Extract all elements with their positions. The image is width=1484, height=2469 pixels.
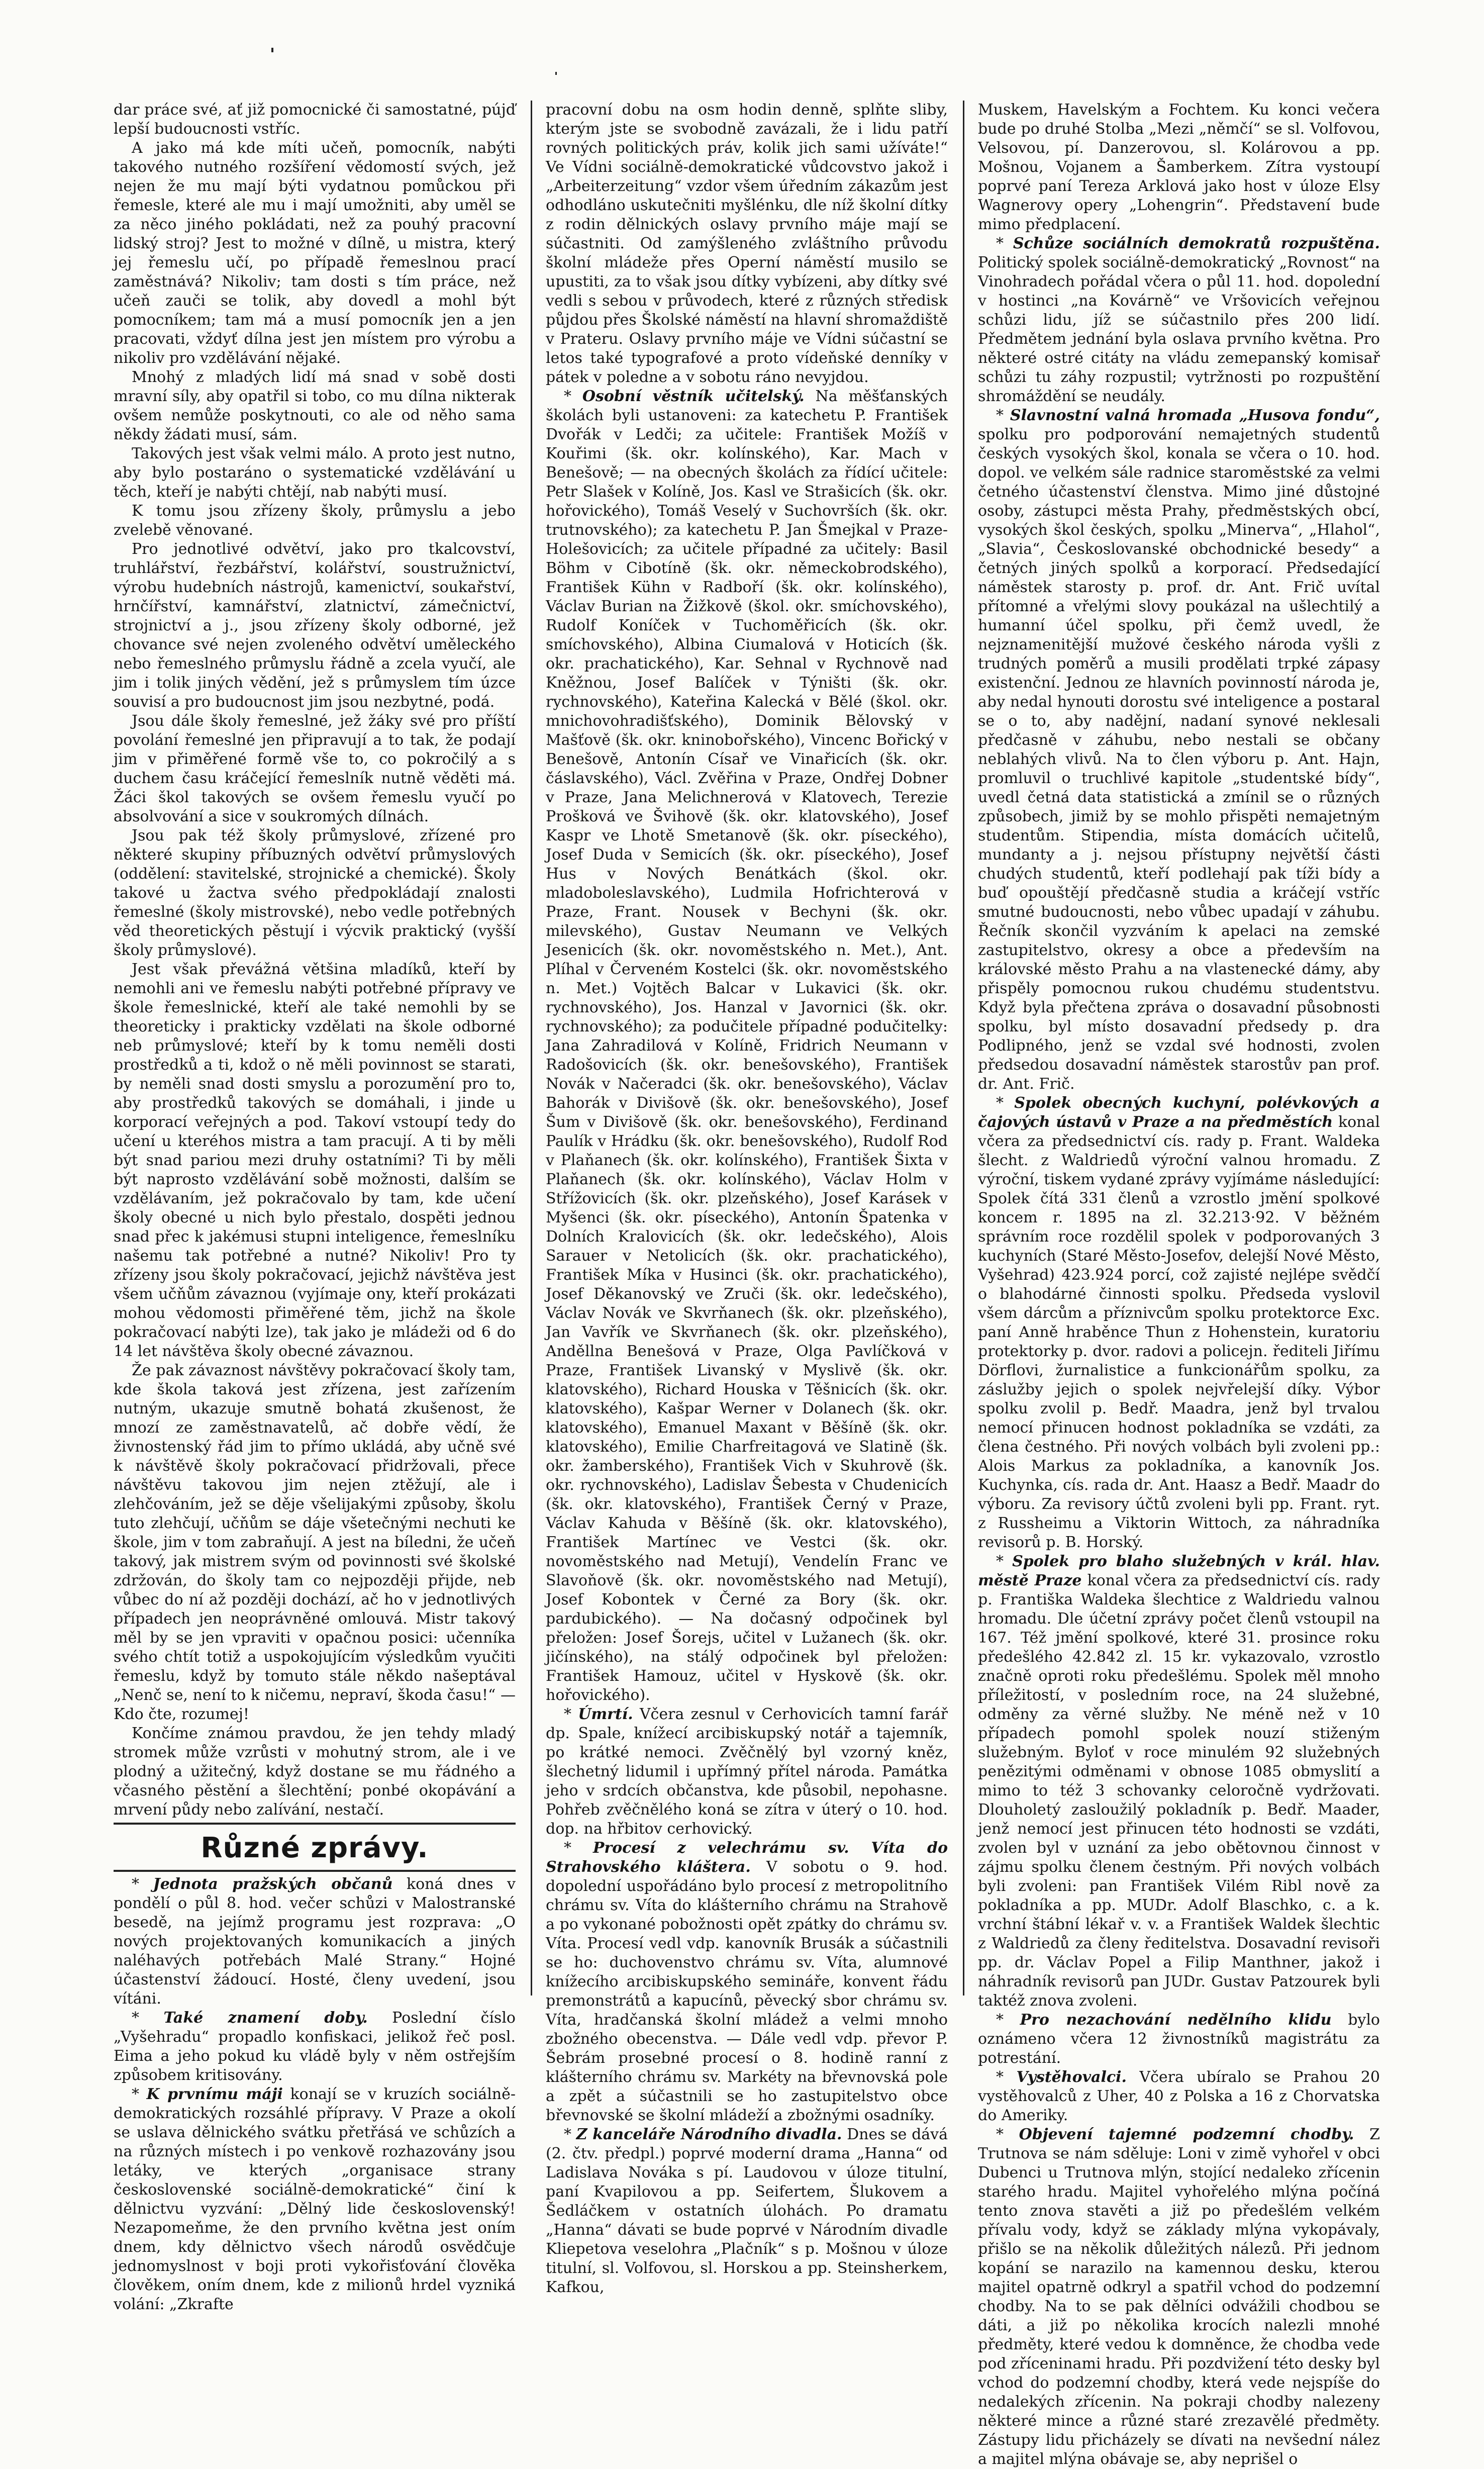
paragraph: Takových jest však velmi málo. A proto jest nutno, aby bylo postaráno o systematické vzdělávání u těch, kteří je nabýti chtějí, nab nabýti musí. [114,445,516,501]
news-title: Osobní věstník učitelský. [582,388,805,405]
news-body: Včera zesnul v Cerhovicích tamní farář dp. Spale, knížecí arcibiskupský notář a tajemník, po krátké nemoci. Zvěčnělý byl vzorný kněz, šlechetný lidumil i upřímný přítel národa. Památka jeho v srdcích občanstva, kde působil, nepohasne. Pohřeb zvěčnělého koná se zítra v úterý o 10. hod. dop. na hřbitov cerhovický. [546,1705,948,1838]
news-body: konal včera za předsednictví cís. rady p. Františka Waldeka šlechtice z Waldriedu valnou hromadu. Dle účetní zprávy počet členů vstoupil na 167. Též jmění spolkové, které 31. prosince roku předešlého 42.842 zl. 15 kr. vykazovalo, vzrostlo značně oproti roku předešlému. Spolek měl mnoho příležitostí, v posledním roce, na 24 služebné, odměny za věrné služby. Ne méně než v 10 případech pomohl spolek nouzí stiženým služebným. Byloť v roce minulém 92 služebných penězitými odměnami v obnose 1085 obmyslití a mimo to též 3 schovanky celoročně vydržovati. Dlouholetý zasloužilý pokladník p. Bedř. Maader, jenž nemocí jest přinucen této hodnosti se vzdáti, zvolen byl v uznání za jebo obětovnou činnost v zájmu spolku členem čestným. Při nových volbách byli zvoleni: pan František Vilém Ribl nově za pokladníka a pp. MUDr. Adolf Blaschko, c. a k. vrchní štábní lékař v. v. a František Waldek šlechtic z Waldriedů za členy ředitelstva. Dosavadní revisoři pp. dr. Václav Popel a Filip Manthner, jakož i náhradník revisorů pan JUDr. Gustav Patzourek byli taktéž znova zvoleni. [978,1572,1380,2010]
news-title: Schůze sociálních demokratů rozpuštěna. [1013,235,1380,252]
paragraph: Jest však převážná většina mladíků, kteří by nemohli ani ve řemeslu nabýti potřebné přípravy ve škole řemeslnické, kteří ale také nemohli by se theoreticky i prakticky vzdělati na škole odborné neb průmyslové; kteří by k tomu neměli dosti prostředků a ti, kdož o ně měli povinnost se starati, by neměli snad dosti smyslu a porozumění pro to, aby prostředků takových se domáhali, i jinde u korporací veřejných a pod. Takoví vstoupí tedy do učení u kteréhos mistra a tam pracují. A ti by měli být snad pariou mezi druhy ostatními? Ti by měli být naprosto vzdělávání sobě možnosti, dalším se vzdělávaním, jež pokračovalo by tam, kde učení školy obecné u nich bylo přestalo, dospěti jednou snad přec k jakémusi stupni inteligence, řemeslníku našemu tak potřebné a nutné? Nikoliv! Pro ty zřízeny jsou školy pokračovací, jejichž návštěva jest všem učňům závaznou (vyjímaje ony, kteří prokázati mohou vědomosti přiměřené těm, jichž na škole pokračovací nabýti lze), tak jako je mládeži od 6 do 14 let návštěva školy obecné závaznou. [114,961,516,1360]
news-item: * Vystěhovalci. Včera ubíralo se Prahou 20 vystěhovalců z Uher, 40 z Polska a 16 z Chorvatska do Ameriky. [978,2068,1380,2124]
news-title: Vystěhovalci. [1016,2068,1127,2086]
paragraph: Že pak závaznost návštěvy pokračovací školy tam, kde škola taková jest zřízena, jest zařízením nutným, ukazuje smutně bohatá zkušenost, že mnozí ze zaměstnavatelů, ač dobře vědí, že živnostenský řád jim to přímo ukládá, aby učně své k návštěvě školy pokračovací přidržovali, přece návštěvu takovou jim nejen ztěžují, ale i zlehčováním, jež se děje všelijakými způsoby, školu tuto zlehčují, učňům se dáje všetečnými nechuti ke škole, jim v tom zabraňují. A jest na bíledni, že učeň takový, jak mistrem svým od povinnosti své školské zdržován, do školy tam co nejpozději přijde, neb vůbec do ní až později dochází, ač ho v jednotlivých případech jen neoprávněné omlouvá. Mistr takový měl by se jen vpraviti v opačnou posici: učenníka svého chtít totiž a uspokojujícím výsledkům vyučiti řemeslu, když by tomuto stále někdo našeptával „Nenč se, není to k ničemu, nepraví, škoda času!“ — Kdo čte, rozumej! [114,1362,516,1723]
section-rule [114,1823,516,1825]
news-item: * Jednota pražských občanů koná dnes v pondělí o půl 8. hod. večer schůzi v Malostranské besedě, na jejímž programu jest rozprava: „O nových projektovaných komunikacích a jiných naléhavých potřebách Malé Strany.“ Hojné účastenství žádoucí. Hosté, členy uvedení, jsou vítáni. [114,1875,516,2008]
paragraph: A jako má kde míti učeň, pomocník, nabýti takového nutného rozšíření vědomostí svých, jež nejen že mu mají býti vydatnou pomůckou při řemesle, které ale mu i mají umožniti, aby uměl se za něco jiného pokládati, než za pouhý pracovní lidský stroj? Jest to možné v dílně, u mistra, který jej řemeslu učí, po případě řemeslnou prací zaměstnává? Nikoliv; tam dosti s tím práce, než učeň zauči se tolik, aby dovedl a mohl být pomocníkem; tam má a musí pomocník jen a jen pracovati, vždyť dílna jest jen místem pro výrobu a nikoliv pro vzdělávání nějaké. [114,139,516,367]
news-body: Politický spolek sociálně-demokratický „Rovnost“ na Vinohradech pořádal včera o půl 11. hod. dopolední v hostinci „na Kovárně“ ve Vršovicích veřejnou schůzi lidu, jíž se súčastnilo přes 200 lidí. Předmětem jednání byla oslava prvního května. Pro některé ostré citáty na vládu zemepanský komisař schůzi tu záhy rozpustil; vytržnosti po rozpuštění shromáždění se neudály. [978,254,1380,405]
news-item: * Schůze sociálních demokratů rozpuštěna. Politický spolek sociálně-demokratický „Rovnost“ na Vinohradech pořádal včera o půl 11. hod. dopolední v hostinci „na Kovárně“ ve Vršovicích veřejnou schůzi lidu, jíž se súčastnilo přes 200 lidí. Předmětem jednání byla oslava prvního května. Pro některé ostré citáty na vládu zemepanský komisař schůzi tu záhy rozpustil; vytržnosti po rozpuštění shromáždění se neudály. [978,235,1380,405]
news-title: Spolek obecných kuchyní, polévkových a čajových ústavů v Praze a na předměstích [978,1094,1380,1131]
news-title: Objevení tajemné podzemní chodby. [1019,2126,1354,2143]
news-title: Spolek pro blaho služebných v král. hlav. městě Praze [978,1553,1380,1589]
news-body: Z Trutnova se nám sděluje: Loni v zimě vyhořel v obci Dubenci u Trutnova mlýn, stojící nedaleko zřícenin starého hradu. Majitel vyhořelého mlýna počíná tento znova stavěti a již po předešlém velkém přívalu vody, když se základy mlýna vykopávaly, přišlo se na několik důležitých nálezů. Při jednom kopání se narazilo na kamennou desku, kterou majitel opatrně odkryl a spatřil vchod do podzemní chodby. Na to se pak dělníci odvážili chodbou se dáti, a již po několika krocích nalezli mnohé předměty, které vedou k domněnce, že chodba vede pod zříceninami hradu. Při pozdvižení této desky byl vchod do podzemní chodby, která vede nejspíše do nedalekých zřícenin. Na pokraji chodby nalezeny některé mince a různé staré zrezavělé předměty. Zástupy lidu přicházely se dívati na nevšední nález a majitel mlýna obávaje se, aby neprišel o [978,2126,1380,2468]
column-rule [531,101,532,1996]
news-body: konal včera za předsednictví cís. rady p. Frant. Waldeka šlecht. z Waldriedů výroční valnou hromadu. Z výroční, tiskem vydané zprávy vyjímáme následující: Spolek čítá 331 členů a vzrostlo jmění spolkové koncem r. 1895 na zl. 32.213·92. V běžném správním roce rozdělil spolek v podporovaných 3 kuchyních (Staré Město-Josefov, delejší Nové Město, Vyšehrad) 423.924 porcí, což zajisté nejlépe svědčí o blahodárné činnosti spolku. Předseda vyslovil všem dárcům a příznivcům spolku protektorce Exc. paní Anně hraběnce Thun z Hohenstein, kuratoriu protektorky p. dvor. radovi a policejn. řediteli Jiřímu Dörflovi, žurnalistice a funkcionářům spolku, za záslužby jejich o spolek nejvřelejší díky. Výbor spolku zvolil p. Bedř. Maadra, jenž byl trvalou nemocí přinucen hodnost pokladníka se vzdáti, za člena čestného. Při nových volbách byli zvoleni pp.: Alois Markus za pokladníka, a kanovník Jos. Kuchynka, cís. rada dr. Ant. Haasz a Bedř. Maadr do výboru. Za revisory účtů zvoleni byli pp. Frant. ryt. z Russheimu a Viktorin Wittoch, za náhradníka revisorů p. B. Horský. [978,1113,1380,1551]
news-item: * Pro nezachování nedělního klidu bylo oznámeno včera 12 živnostníků magistrátu za potrestání. [978,2011,1380,2067]
scan-speck [555,72,557,75]
news-item: * Osobní věstník učitelský. Na měšťanských školách byli ustanoveni: za katechetu P. František Dvořák v Ledči; za učitele: František Možíš v Kouřimi (šk. okr. kolínského), Kar. Mach v Benešově; — na obecných školách za řídící učitele: Petr Slašek v Kolíně, Jos. Kasl ve Strašicích (šk. okr. hořovického), Tomáš Veselý v Suchovrších (šk. okr. trutnovského); za katechetu P. Jan Šmejkal v Praze-Holešovicích; za učitele případné za učitely: Basil Böhm v Cibotíně (šk. okr. německobrodského), František Kühn v Radboří (šk. okr. kolínského), Václav Burian na Žižkově (škol. okr. smíchovského), Rudolf Koníček v Tuchoměřicích (šk. okr. smíchovského), Albina Ciumalová v Hoticích (šk. okr. prachatického), Kar. Sehnal v Rychnově nad Kněžnou, Josef Balíček v Týništi (šk. okr. rychnovského), Kateřina Kalecká v Bělé (škol. okr. mnichovohradišťského), Dominik Bělovský v Mašťově (šk. okr. kninobořského), Vincenc Bořický v Benešově, Antonín Císař ve Vinařicích (šk. okr. čáslavského), Václ. Zvěřina v Praze, Ondřej Dobner v Praze, Jana Melichnerová v Klatovech, Terezie Prošková ve Švihově (šk. okr. klatovského), Josef Kaspr ve Lhotě Smetanově (šk. okr. píseckého), Josef Duda v Semicích (šk. okr. píseckého), Josef Hus v Nových Benátkách (škol. okr. mladoboleslavského), Ludmila Hofrichterová v Praze, Frant. Nousek v Bechyni (šk. okr. milevského), Gustav Neumann ve Velkých Jesenicích (šk. okr. novoměstského n. Met.), Ant. Plíhal v Červeném Kostelci (šk. okr. novoměstského n. Met.) Vojtěch Balcar v Lukavici (šk. okr. rychnovského), Jos. Hanzal v Javornici (šk. okr. rychnovského); za podučitele případné podučitelky: Jana Zahradilová v Kolíně, Fridrich Neumann v Radošovicích (šk. okr. benešovského), František Novák v Načeradci (šk. okr. benešovského), Václav Bahorák v Divišově (šk. okr. benešovského), Josef Šum v Divišově (šk. okr. benešovského), Ferdinand Paulík v Hrádku (šk. okr. benešovského), Rudolf Rod v Plaňanech (šk. okr. kolínského), František Šixta v Plaňanech (šk. okr. kolínského), Václav Holm v Střížovicích (šk. okr. plzeňského), Josef Karásek v Myšenci (šk. okr. píseckého), Antonín Špatenka v Dolních Kralovicích (šk. okr. ledečského), Alois Sarauer v Netolicích (šk. okr. prachatického), František Míka v Husinci (šk. okr. prachatického), Josef Děkanovský ve Zruči (šk. okr. ledečského), Václav Novák ve Skvrňanech (šk. okr. plzeňského), Jan Vavřík ve Skvrňanech (šk. okr. plzeňského), Anděllna Benešová v Praze, Olga Pavlíčková v Praze, František Livanský v Myslivě (šk. okr. klatovského), Richard Houska v Těšnicích (šk. okr. klatovského), Kašpar Werner v Dolanech (šk. okr. klatovského), Emanuel Maxant v Běšíně (šk. okr. klatovského), Emilie Charfreitagová ve Slatině (šk. okr. žamberského), František Vich v Skuhrově (šk. okr. rychnovského), Ladislav Šebesta v Chudenicích (šk. okr. klatovského), František Černý v Praze, Václav Kahuda v Běšíně (šk. okr. klatovského), František Martínec ve Vestci (šk. okr. novoměstského nad Metují), Vendelín Franc ve Slavoňově (šk. okr. novoměstského nad Metují), Josef Kobontek v Černé za Bory (šk. okr. pardubického). — Na dočasný odpočinek byl přeložen: Josef Šorejs, učitel v Lužanech (šk. okr. jičínského), na stálý odpočinek byl přeložen: František Hamouz, učitel v Hyskově (šk. okr. hořovického). [546,388,948,1704]
column-3 [978,101,1380,2468]
column-rule [963,101,964,1996]
paragraph: Jsou dále školy řemeslné, jež žáky své pro příští povolání řemeslné jen připravují a to tak, že podají jim v přiměřené formě vše to, co pokročilý a s duchem času kráčející řemeslník nutně věděti má. Žáci škol takových se ovšem řemeslu vyučí po absolvování a sice v soukromých dílnách. [114,712,516,825]
news-item: * Úmrtí. Včera zesnul v Cerhovicích tamní farář dp. Spale, knížecí arcibiskupský notář a tajemník, po krátké nemoci. Zvěčnělý byl vzorný kněz, šlechetný lidumil i upřímný přítel národa. Památka jeho v srdcích občanstva, kde působil, nepohasne. Pohřeb zvěčnělého koná se zítra v úterý o 10. hod. dop. na hřbitov cerhovický. [546,1705,948,1838]
news-body: Dnes se dává (2. čtv. předpl.) poprvé moderní drama „Hanna“ od Ladislava Nováka s pí. Laudovou v úloze titulní, paní Kvapilovou a pp. Seifertem, Šlukovem a Šedláčkem v ostatních úlohách. Po dramatu „Hanna“ dávati se bude poprvé v Národním divadle Kliepetova veselohra „Plačník“ s p. Mošnou v úloze titulní, sl. Volfovou, sl. Horskou a pp. Steinsherkem, Kafkou, [546,2126,948,2296]
news-item: * Z kanceláře Národního divadla. Dnes se dává (2. čtv. předpl.) poprvé moderní drama „Hanna“ od Ladislava Nováka s pí. Laudovou v úloze titulní, paní Kvapilovou a pp. Seifertem, Šlukovem a Šedláčkem v ostatních úlohách. Po dramatu „Hanna“ dávati se bude poprvé v Národním divadle Kliepetova veselohra „Plačník“ s p. Mošnou v úloze titulní, sl. Volfovou, sl. Horskou a pp. Steinsherkem, Kafkou, [546,2126,948,2296]
news-title: Úmrtí. [578,1705,633,1723]
paragraph: K tomu jsou zřízeny školy, průmyslu a jebo zvelebě věnované. [114,502,516,539]
news-title: Z kanceláře Národního divadla. [576,2126,842,2143]
news-body: koná dnes v pondělí o půl 8. hod. večer schůzi v Malostranské besedě, na jejímž programu jest rozprava: „O nových projektovaných komunikacích a jiných naléhavých potřebách Malé Strany.“ Hojné účastenství žádoucí. Hosté, členy uvedení, jsou vítáni. [114,1875,516,2008]
news-item: * Objevení tajemné podzemní chodby. Z Trutnova se nám sděluje: Loni v zimě vyhořel v obci Dubenci u Trutnova mlýn, stojící nedaleko zřícenin starého hradu. Majitel vyhořelého mlýna počíná tento znova stavěti a již po předešlém velkém přívalu vody, když se základy mlýna vykopávaly, přišlo se na několik důležitých nálezů. Při jednom kopání se narazilo na kamennou desku, kterou majitel opatrně odkryl a spatřil vchod do podzemní chodby. Na to se pak dělníci odvážili chodbou se dáti, a již po několika krocích nalezli mnohé předměty, které vedou k domněnce, že chodba vede pod zříceninami hradu. Při pozdvižení této desky byl vchod do podzemní chodby, která vede nejspíše do nedalekých zřícenin. Na pokraji chodby nalezeny některé mince a různé staré zrezavělé předměty. Zástupy lidu přicházely se dívati na nevšední nález a majitel mlýna obávaje se, aby neprišel o [978,2126,1380,2468]
paragraph: Jsou pak též školy průmyslové, zřízené pro některé skupiny příbuzných odvětví průmyslových (oddělení: stavitelské, strojnické a chemické). Školy takové u žactva svého předpokládají znalosti řemeslné (školy mistrovské), nebo vedle potřebných věd theoretických pěstují i výcvik praktický (vyšší školy průmyslové). [114,827,516,959]
news-title: K prvnímu máji [146,2085,283,2103]
section-rule [114,1870,516,1872]
news-body: Poslední číslo „Vyšehradu“ propadlo konfiskaci, jelikož řeč posl. Eima a jeho pokud ku vládě byly v něm ostřejším způsobem kritisovány. [114,2009,516,2084]
section-heading: Různé zprávy. [201,1832,429,1864]
news-body: spolku pro podporování nemajetných studentů českých vysokých škol, konala se včera o 10. hod. dopol. ve velkém sále radnice staroměstské za velmi četného účastenství členstva. Mimo jiné důstojné osoby, zástupci města Prahy, předměstských obcí, vysokých škol českých, spolku „Minerva“, „Hlahol“, „Slavia“, Českoslovanské obchodnické besedy“ a četných jiných spolků a korporací. Předsedající náměstek starosty p. prof. dr. Ant. Frič uvítal přítomné a vřelými slovy poukázal na ušlechtilý a humanní účel spolku, při čemž uvedl, že nejznamenitější mužové českého národa vyšli z trudných poměrů a musili prodělati trpké zápasy existenční. Jednou ze hlavních povinností národa je, aby nedal hynouti dorostu své inteligence a postaral se o to, aby nadějní, nadaní synové neklesali předčasně v záhubu, nebo nestali se občany neblahých vlivů. Na to člen výboru p. Ant. Hajn, promluvil o truchlivé kapitole „studentské bídy“, uvedl četná data statistická a zmínil se o různých způsobech, jimiž by se mohlo přispěti nemajetným studentům. Stipendia, místa domácích učitelů, mundanty a j. nejsou přístupny největší části chudých studentů, kteří podlehají pak tíži bídy a buď opouštějí předčasně studia a kráčejí vstříc smutné budoucnosti, nebo vůbec upadají v záhubu. Řečník skončil vyzváním k apelaci na zemské zastupitelstvo, okresy a obce a především na královské město Prahu a na vlastenecké dámy, aby přispěly pomocnou rukou chudému studentstvu. Když byla přečtena zpráva o dosavadní působnosti spolku, byl místo dosavadní předsedy p. dra Podlipného, jenž se vzdal své hodnosti, zvolen předsedou dosavadní náměstek starostův pan prof. dr. Ant. Frič. [978,426,1380,1093]
paragraph: Mnohý z mladých lidí má snad v sobě dosti mravní síly, aby opatřil si tobo, co mu dílna nikterak ovšem nemůže poskytnouti, co ale od něho sama někdy žádati musí, sám. [114,368,516,443]
news-body: Na měšťanských školách byli ustanoveni: za katechetu P. František Dvořák v Ledči; za učitele: František Možíš v Kouřimi (šk. okr. kolínského), Kar. Mach v Benešově; — na obecných školách za řídící učitele: Petr Slašek v Kolíně, Jos. Kasl ve Strašicích (šk. okr. hořovického), Tomáš Veselý v Suchovrších (šk. okr. trutnovského); za katechetu P. Jan Šmejkal v Praze-Holešovicích; za učitele případné za učitely: Basil Böhm v Cibotíně (šk. okr. německobrodského), František Kühn v Radboří (šk. okr. kolínského), Václav Burian na Žižkově (škol. okr. smíchovského), Rudolf Koníček v Tuchoměřicích (šk. okr. smíchovského), Albina Ciumalová v Hoticích (šk. okr. prachatického), Kar. Sehnal v Rychnově nad Kněžnou, Josef Balíček v Týništi (šk. okr. rychnovského), Kateřina Kalecká v Bělé (škol. okr. mnichovohradišťského), Dominik Bělovský v Mašťově (šk. okr. kninobořského), Vincenc Bořický v Benešově, Antonín Císař ve Vinařicích (šk. okr. čáslavského), Václ. Zvěřina v Praze, Ondřej Dobner v Praze, Jana Melichnerová v Klatovech, Terezie Prošková ve Švihově (šk. okr. klatovského), Josef Kaspr ve Lhotě Smetanově (šk. okr. píseckého), Josef Duda v Semicích (šk. okr. píseckého), Josef Hus v Nových Benátkách (škol. okr. mladoboleslavského), Ludmila Hofrichterová v Praze, Frant. Nousek v Bechyni (šk. okr. milevského), Gustav Neumann ve Velkých Jesenicích (šk. okr. novoměstského n. Met.), Ant. Plíhal v Červeném Kostelci (šk. okr. novoměstského n. Met.) Vojtěch Balcar v Lukavici (šk. okr. rychnovského), Jos. Hanzal v Javornici (šk. okr. rychnovského); za podučitele případné podučitelky: Jana Zahradilová v Kolíně, Fridrich Neumann v Radošovicích (šk. okr. benešovského), František Novák v Načeradci (šk. okr. benešovského), Václav Bahorák v Divišově (šk. okr. benešovského), Josef Šum v Divišově (šk. okr. benešovského), Ferdinand Paulík v Hrádku (šk. okr. benešovského), Rudolf Rod v Plaňanech (šk. okr. kolínského), František Šixta v Plaňanech (šk. okr. kolínského), Václav Holm v Střížovicích (šk. okr. plzeňského), Josef Karásek v Myšenci (šk. okr. píseckého), Antonín Špatenka v Dolních Kralovicích (šk. okr. ledečského), Alois Sarauer v Netolicích (šk. okr. prachatického), František Míka v Husinci (šk. okr. prachatického), Josef Děkanovský ve Zruči (šk. okr. ledečského), Václav Novák ve Skvrňanech (šk. okr. plzeňského), Jan Vavřík ve Skvrňanech (šk. okr. plzeňského), Anděllna Benešová v Praze, Olga Pavlíčková v Praze, František Livanský v Myslivě (šk. okr. klatovského), Richard Houska v Těšnicích (šk. okr. klatovského), Kašpar Werner v Dolanech (šk. okr. klatovského), Emanuel Maxant v Běšíně (šk. okr. klatovského), Emilie Charfreitagová ve Slatině (šk. okr. žamberského), František Vich v Skuhrově (šk. okr. rychnovského), Ladislav Šebesta v Chudenicích (šk. okr. klatovského), František Černý v Praze, Václav Kahuda v Běšíně (šk. okr. klatovského), František Martínec ve Vestci (šk. okr. novoměstského nad Metují), Vendelín Franc ve Slavoňově (šk. okr. novoměstského nad Metují), Josef Kobontek v Černé za Bory (šk. okr. pardubického). — Na dočasný odpočinek byl přeložen: Josef Šorejs, učitel v Lužanech (šk. okr. jičínského), na stálý odpočinek byl přeložen: František Hamouz, učitel v Hyskově (šk. okr. hořovického). [546,388,948,1704]
news-body: konají se v kruzích sociálně-demokratických rozsáhlé přípravy. V Praze a okolí se uslava dělnického svátku přetřásá ve schůzích a na různých místech i po venkově rozhazovány jsou letáky, ve kterých „organisace strany československé sociálně-demokratické“ činí k dělnictvu vyzvání: „Dělný lide československý! Nezapomeňme, že den prvního května jest oním dnem, kdy dělnictvo všech národů osvědčuje jednomyslnost v boji proti vykořisťování člověka člověkem, oním dnem, kde z milionů hrdel vyzniká volání: „Zkrafte [114,2085,516,2313]
news-title: Jednota pražských občanů [153,1875,393,1893]
paragraph: dar práce své, ať již pomocnické či samostatné, pújď lepší budoucnosti vstříc. [114,101,516,138]
paragraph: Končíme známou pravdou, že jen tehdy mladý stromek může vzrůsti v mohutný strom, ale i ve plodný a užitečný, když dostane se mu řádného a včasného pěstění a šlechtění; ponbé okopávání a mrvení půdy nebo zalívání, nestačí. [114,1725,516,1819]
news-item: * Procesí z velechrámu sv. Víta do Strahovského kláštera. V sobotu o 9. hod. dopolední uspořádáno bylo procesí z metropolitního chrámu sv. Víta do klášterního chrámu na Strahově a po vykonané pobožnosti opět zpátky do chrámu sv. Víta. Procesí vedl vdp. kanovník Brusák a súčastnili se ho: duchovenstvo chrámu sv. Víta, alumnové knížecího arcibiskupského semináře, konvent řádu premonstrátů a kapucínů, pěvecký sbor chrámu sv. Víta, hradčanská školní mládež a velmi mnoho zbožného obecenstva. — Dále vedl vdp. převor P. Šebrám prosebné procesí o 8. hodině ranní z klášterního chrámu sv. Markéty na břevnovská pole a zpět a súčastnili se ho zastupitelstvo obce břevnovské se školní mládeží a zbožnými osadníky. [546,1839,948,2124]
news-title: Procesí z velechrámu sv. Víta do Strahovského kláštera. [546,1839,948,1876]
news-title: Pro nezachování nedělního klidu [1020,2011,1332,2029]
news-title: Slavnostní valná hromada „Husova fondu“, [1010,407,1380,424]
paragraph: Pro jednotlivé odvětví, jako pro tkalcovství, truhlářství, řezbářství, kolářství, soustružnictví, výrobu hudebních nástrojů, kamenictví, soukařství, hrnčířství, kamnářství, zlatnictví, zámečnictví, strojnictví a j., jsou zřízeny školy odborné, jež chovance své nejen zvoleného odvětví uměleckého nebo řemeslného průmyslu řádně a zcela vyučí, ale jim i tolik jiných vědění, jež s průmyslem tím úzce souvisí a pro budoucnost jim jsou nezbytné, podá. [114,540,516,711]
news-title: Také znamení doby. [163,2009,368,2027]
paragraph: Muskem, Havelským a Fochtem. Ku konci večera bude po druhé Stolba „Mezi „němčí“ se sl. Volfovou, Velsovou, pí. Danzerovou, sl. Kolárovou a pp. Mošnou, Vojanem a Šamberkem. Zítra vystoupí poprvé paní Tereza Arklová jako host v úloze Elsy Wagnerovy opery „Lohengrin“. Představení bude mimo předplacení. [978,101,1380,233]
news-item: * Slavnostní valná hromada „Husova fondu“, spolku pro podporování nemajetných studentů českých vysokých škol, konala se včera o 10. hod. dopol. ve velkém sále radnice staroměstské za velmi četného účastenství členstva. Mimo jiné důstojné osoby, zástupci města Prahy, předměstských obcí, vysokých škol českých, spolku „Minerva“, „Hlahol“, „Slavia“, Českoslovanské obchodnické besedy“ a četných jiných spolků a korporací. Předsedající náměstek starosty p. prof. dr. Ant. Frič uvítal přítomné a vřelými slovy poukázal na ušlechtilý a humanní účel spolku, při čemž uvedl, že nejznamenitější mužové českého národa vyšli z trudných poměrů a musili prodělati trpké zápasy existenční. Jednou ze hlavních povinností národa je, aby nedal hynouti dorostu své inteligence a postaral se o to, aby nadějní, nadaní synové neklesali předčasně v záhubu, nebo nestali se občany neblahých vlivů. Na to člen výboru p. Ant. Hajn, promluvil o truchlivé kapitole „studentské bídy“, uvedl četná data statistická a zmínil se o různých způsobech, jimiž by se mohlo přispěti nemajetným studentům. Stipendia, místa domácích učitelů, mundanty a j. nejsou přístupny největší části chudých studentů, kteří podlehají pak tíži bídy a buď opouštějí předčasně studia a kráčejí vstříc smutné budoucnosti, nebo vůbec upadají v záhubu. Řečník skončil vyzváním k apelaci na zemské zastupitelstvo, okresy a obce a především na královské město Prahu a na vlastenecké dámy, aby přispěly pomocnou rukou chudému studentstvu. Když byla přečtena zpráva o dosavadní působnosti spolku, byl místo dosavadní předsedy p. dra Podlipného, jenž se vzdal své hodnosti, zvolen předsedou dosavadní náměstek starostův pan prof. dr. Ant. Frič. [978,407,1380,1093]
news-body: Včera ubíralo se Prahou 20 vystěhovalců z Uher, 40 z Polska a 16 z Chorvatska do Ameriky. [978,2068,1380,2124]
column-1 [114,101,516,2313]
column-2 [546,101,948,2296]
news-item: * Také znamení doby. Poslední číslo „Vyšehradu“ propadlo konfiskaci, jelikož řeč posl. Eima a jeho pokud ku vládě byly v něm ostřejším způsobem kritisovány. [114,2009,516,2084]
news-body: bylo oznámeno včera 12 živnostníků magistrátu za potrestání. [978,2011,1380,2067]
news-item: * Spolek obecných kuchyní, polévkových a čajových ústavů v Praze a na předměstích konal včera za předsednictví cís. rady p. Frant. Waldeka šlecht. z Waldriedů výroční valnou hromadu. Z výroční, tiskem vydané zprávy vyjímáme následující: Spolek čítá 331 členů a vzrostlo jmění spolkové koncem r. 1895 na zl. 32.213·92. V běžném správním roce rozdělil spolek v podporovaných 3 kuchyních (Staré Město-Josefov, delejší Nové Město, Vyšehrad) 423.924 porcí, což zajisté nejlépe svědčí o blahodárné činnosti spolku. Předseda vyslovil všem dárcům a příznivcům spolku protektorce Exc. paní Anně hraběnce Thun z Hohenstein, kuratoriu protektorky p. dvor. radovi a policejn. řediteli Jiřímu Dörflovi, žurnalistice a funkcionářům spolku, za záslužby jejich o spolek nejvřelejší díky. Výbor spolku zvolil p. Bedř. Maadra, jenž byl trvalou nemocí přinucen hodnost pokladníka se vzdáti, za člena čestného. Při nových volbách byli zvoleni pp.: Alois Markus za pokladníka, a kanovník Jos. Kuchynka, cís. rada dr. Ant. Haasz a Bedř. Maadr do výboru. Za revisory účtů zvoleni byli pp. Frant. ryt. z Russheimu a Viktorin Wittoch, za náhradníka revisorů p. B. Horský. [978,1094,1380,1551]
scan-speck [271,48,273,52]
newspaper-page [114,101,1420,2468]
news-body: V sobotu o 9. hod. dopolední uspořádáno bylo procesí z metropolitního chrámu sv. Víta do klášterního chrámu na Strahově a po vykonané pobožnosti opět zpátky do chrámu sv. Víta. Procesí vedl vdp. kanovník Brusák a súčastnili se ho: duchovenstvo chrámu sv. Víta, alumnové knížecího arcibiskupského semináře, konvent řádu premonstrátů a kapucínů, pěvecký sbor chrámu sv. Víta, hradčanská školní mládež a velmi mnoho zbožného obecenstva. — Dále vedl vdp. převor P. Šebrám prosebné procesí o 8. hodině ranní z klášterního chrámu sv. Markéty na břevnovská pole a zpět a súčastnili se ho zastupitelstvo obce břevnovské se školní mládeží a zbožnými osadníky. [546,1858,948,2124]
news-item: * Spolek pro blaho služebných v král. hlav. městě Praze konal včera za předsednictví cís. rady p. Františka Waldeka šlechtice z Waldriedu valnou hromadu. Dle účetní zprávy počet členů vstoupil na 167. Též jmění spolkové, které 31. prosince roku předešlého 42.842 zl. 15 kr. vykazovalo, vzrostlo značně oproti roku předešlému. Spolek měl mnoho příležitostí, v posledním roce, na 24 služebné, odměny za věrné služby. Ne méně než v 10 případech pomohl spolek nouzí stiženým služebným. Byloť v roce minulém 92 služebných penězitými odměnami v obnose 1085 obmyslití a mimo to též 3 schovanky celoročně vydržovati. Dlouholetý zasloužilý pokladník p. Bedř. Maader, jenž nemocí jest přinucen této hodnosti se vzdáti, zvolen byl v uznání za jebo obětovnou činnost v zájmu spolku členem čestným. Při nových volbách byli zvoleni: pan František Vilém Ribl nově za pokladníka a pp. MUDr. Adolf Blaschko, c. a k. vrchní štábní lékař v. v. a František Waldek šlechtic z Waldriedů za členy ředitelstva. Dosavadní revisoři pp. dr. Václav Popel a Filip Manthner, jakož i náhradník revisorů pan JUDr. Gustav Patzourek byli taktéž znova zvoleni. [978,1553,1380,2010]
paragraph: pracovní dobu na osm hodin denně, splňte sliby, kterým jste se svobodně zavázali, že i lidu patří rovných politických práv, kolik jich sami užíváte!“ Ve Vídni sociálně-demokratické vůdcovstvo jakož i „Arbeiterzeitung“ vzdor všem úředním zákazům jest odhodláno uskutečniti myšlénku, dle níž školní dítky z rodin dělnických oslavy prvního máje mají se súčastniti. Od zamýšleného zvláštního průvodu školní mládeže přes Operní náměstí musilo se upustiti, za to však jsou dítky vybízeni, aby dítky své vedli s sebou v průvodech, které z různých středisk půjdou přes Školské náměstí na hlavní shromaždiště v Prateru. Oslavy prvního máje ve Vídni súčastní se letos také typografové a proto vídeňské denníky v pátek v poledne a v sobotu ráno nevyjdou. [546,101,948,386]
news-item: * K prvnímu máji konají se v kruzích sociálně-demokratických rozsáhlé přípravy. V Praze a okolí se uslava dělnického svátku přetřásá ve schůzích a na různých místech i po venkově rozhazovány jsou letáky, ve kterých „organisace strany československé sociálně-demokratické“ činí k dělnictvu vyzvání: „Dělný lide československý! Nezapomeňme, že den prvního května jest oním dnem, kdy dělnictvo všech národů osvědčuje jednomyslnost v boji proti vykořisťování člověka člověkem, oním dnem, kde z milionů hrdel vyzniká volání: „Zkrafte [114,2085,516,2313]
